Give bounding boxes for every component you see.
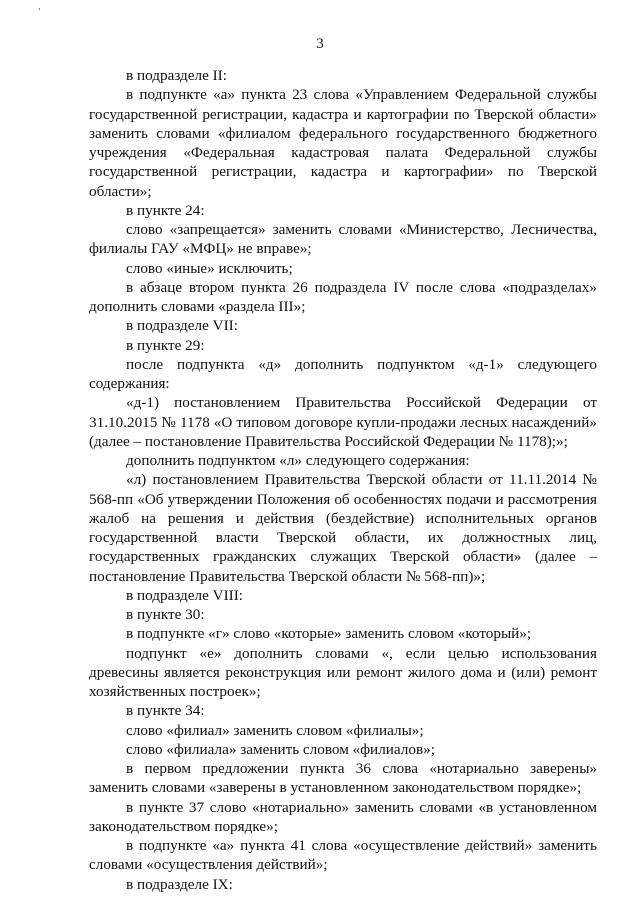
paragraph-9: после подпункта «д» дополнить подпунктом «д-1» следующего содержания: [89, 355, 597, 392]
paragraph-15: в подпункте «г» слово «которые» заменить словом «который»; [126, 625, 532, 643]
paragraph-13: в подразделе VIII: [126, 586, 243, 604]
paragraph-2: в подпункте «а» пункта 23 слова «Управлением Федеральной службы государственной регистрации, кадастра и картографии по Тверской области» заменить словами «филиалом федерального государственного бюджетного учреждения «Федеральная кадастровая палата Федеральной службы государственной регистрации, кадастра и картографии» по Тверской области»; [89, 86, 597, 200]
paragraph-5: слово «иные» исключить; [126, 259, 293, 277]
paragraph-12: «л) постановлением Правительства Тверской области от 11.11.2014 № 568-пп «Об утверждении Положения об особенностях подачи и рассмотрения жалоб на решения и действия (бездействие) исполнительных органов государственной власти Тверской области, их должностных лиц, государственных гражданских служащих Тверской области» (далее – постановление Правительства Тверской области № 568-пп)»; [89, 471, 597, 585]
corner-mark: , [38, 0, 41, 12]
paragraph-3: в пункте 24: [126, 201, 205, 219]
paragraph-1: в подразделе II: [126, 67, 227, 84]
paragraph-17: в пункте 34: [126, 702, 205, 720]
paragraph-23: в подразделе IX: [126, 875, 233, 893]
paragraph-6: в абзаце втором пункта 26 подраздела IV после слова «подразделах» дополнить словами «раздела III»; [89, 278, 597, 315]
page-number: 3 [316, 36, 324, 52]
paragraph-4: слово «запрещается» заменить словами «Министерство, Лесничества, филиалы ГАУ «МФЦ» не вправе»; [89, 221, 597, 258]
paragraph-18: слово «филиал» заменить словом «филиалы»; [126, 721, 424, 739]
paragraph-19: слово «филиала» заменить словом «филиалов»; [126, 740, 435, 758]
paragraph-16: подпункт «е» дополнить словами «, если целью использования древесины является реконструкция или ремонт жилого дома и (или) ремонт хозяйственных построек»; [89, 644, 597, 700]
paragraph-8: в пункте 29: [126, 336, 205, 354]
paragraph-20: в первом предложении пункта 36 слова «нотариально заверены» заменить словами «заверены в установленном законодательством порядке»; [89, 760, 597, 797]
paragraph-11: дополнить подпунктом «л» следующего содержания: [126, 452, 470, 469]
paragraph-14: в пункте 30: [126, 606, 205, 623]
paragraph-10: «д-1) постановлением Правительства Российской Федерации от 31.10.2015 № 1178 «О типовом договоре купли-продажи лесных насаждений» (далее – постановление Правительства Российской Федерации № 1178);»; [89, 394, 597, 450]
paragraph-21: в пункте 37 слово «нотариально» заменить словами «в установленном законодательством порядке»; [89, 798, 597, 835]
document-body [89, 66, 597, 894]
paragraph-22: в подпункте «а» пункта 41 слова «осуществление действий» заменить словами «осуществления действий»; [89, 837, 597, 874]
paragraph-7: в подразделе VII: [126, 317, 238, 335]
